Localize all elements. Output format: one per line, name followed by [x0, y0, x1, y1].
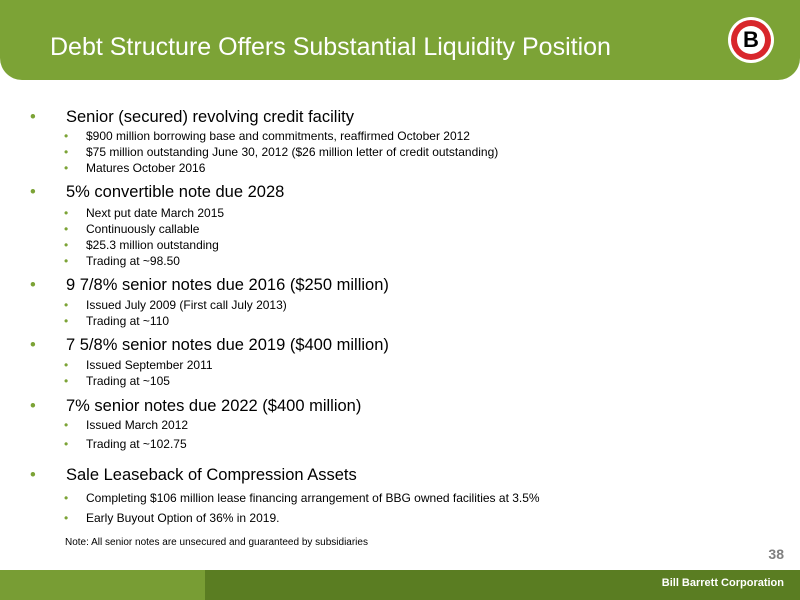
bullet-text: 9 7/8% senior notes due 2016 ($250 million)	[66, 276, 389, 294]
bullet-marker: •	[30, 108, 36, 126]
sub-bullet-text: Trading at ~110	[86, 314, 170, 328]
sub-bullet-marker: •	[64, 437, 69, 451]
sub-bullet-marker: •	[64, 145, 69, 159]
sub-bullet-item	[64, 358, 213, 372]
sub-bullet-item	[64, 161, 205, 175]
sub-bullet-text: Trading at ~98.50	[86, 254, 180, 268]
sub-bullet-marker: •	[64, 129, 69, 143]
bullet-text: 7% senior notes due 2022 ($400 million)	[66, 397, 362, 415]
sub-bullet-text: Issued September 2011	[86, 358, 213, 372]
sub-bullet-text: Early Buyout Option of 36% in 2019.	[86, 511, 280, 525]
sub-bullet-marker: •	[64, 374, 69, 388]
sub-bullet-item	[64, 314, 169, 328]
sub-bullet-marker: •	[64, 491, 69, 505]
sub-bullet-item	[64, 222, 199, 236]
slide-title: Debt Structure Offers Substantial Liquidity Position	[50, 33, 611, 61]
sub-bullet-item	[64, 145, 498, 159]
bullet-item	[30, 397, 361, 416]
logo-letter: B	[743, 27, 759, 52]
bullet-text: 5% convertible note due 2028	[66, 183, 285, 201]
sub-bullet-item	[64, 129, 470, 143]
bullet-text: Senior (secured) revolving credit facility	[66, 108, 354, 126]
bullet-item	[30, 466, 357, 485]
bullet-text: 7 5/8% senior notes due 2019 ($400 million)	[66, 336, 389, 354]
sub-bullet-text: Trading at ~102.75	[86, 437, 187, 451]
sub-bullet-item	[64, 511, 279, 525]
footer-company-name: Bill Barrett Corporation	[661, 577, 784, 589]
sub-bullet-item	[64, 254, 180, 268]
bullet-marker: •	[30, 397, 36, 415]
sub-bullet-marker: •	[64, 314, 69, 328]
bullet-item	[30, 336, 389, 355]
sub-bullet-text: Continuously callable	[86, 222, 200, 236]
page-number: 38	[768, 546, 784, 562]
sub-bullet-text: Next put date March 2015	[86, 206, 225, 220]
sub-bullet-marker: •	[64, 511, 69, 525]
sub-bullet-marker: •	[64, 358, 69, 372]
sub-bullet-item	[64, 374, 170, 388]
bullet-item	[30, 183, 284, 202]
bullet-item	[30, 276, 389, 295]
sub-bullet-marker: •	[64, 206, 69, 220]
sub-bullet-text: Completing $106 million lease financing arrangement of BBG owned facilities at 3.5%	[86, 491, 540, 505]
sub-bullet-text: Trading at ~105	[86, 374, 170, 388]
sub-bullet-text: Issued March 2012	[86, 418, 189, 432]
sub-bullet-marker: •	[64, 418, 69, 432]
bullet-marker: •	[30, 336, 36, 354]
sub-bullet-marker: •	[64, 238, 69, 252]
bullet-marker: •	[30, 466, 36, 484]
footnote: Note: All senior notes are unsecured and guaranteed by subsidiaries	[65, 537, 368, 548]
sub-bullet-text: $75 million outstanding June 30, 2012 ($26 million letter of credit outstanding)	[86, 145, 499, 159]
sub-bullet-item	[64, 491, 540, 505]
bullet-marker: •	[30, 183, 36, 201]
sub-bullet-item	[64, 418, 188, 432]
sub-bullet-marker: •	[64, 298, 69, 312]
sub-bullet-item	[64, 298, 287, 312]
bullet-marker: •	[30, 276, 36, 294]
sub-bullet-marker: •	[64, 222, 69, 236]
bullet-text: Sale Leaseback of Compression Assets	[66, 466, 357, 484]
footer-bar-left	[0, 570, 205, 600]
sub-bullet-text: $900 million borrowing base and commitments, reaffirmed October 2012	[86, 129, 470, 143]
bullet-item	[30, 108, 354, 127]
sub-bullet-marker: •	[64, 254, 69, 268]
sub-bullet-text: $25.3 million outstanding	[86, 238, 219, 252]
sub-bullet-item	[64, 437, 187, 451]
sub-bullet-text: Matures October 2016	[86, 161, 206, 175]
sub-bullet-item	[64, 238, 219, 252]
sub-bullet-marker: •	[64, 161, 69, 175]
sub-bullet-item	[64, 206, 224, 220]
sub-bullet-text: Issued July 2009 (First call July 2013)	[86, 298, 287, 312]
